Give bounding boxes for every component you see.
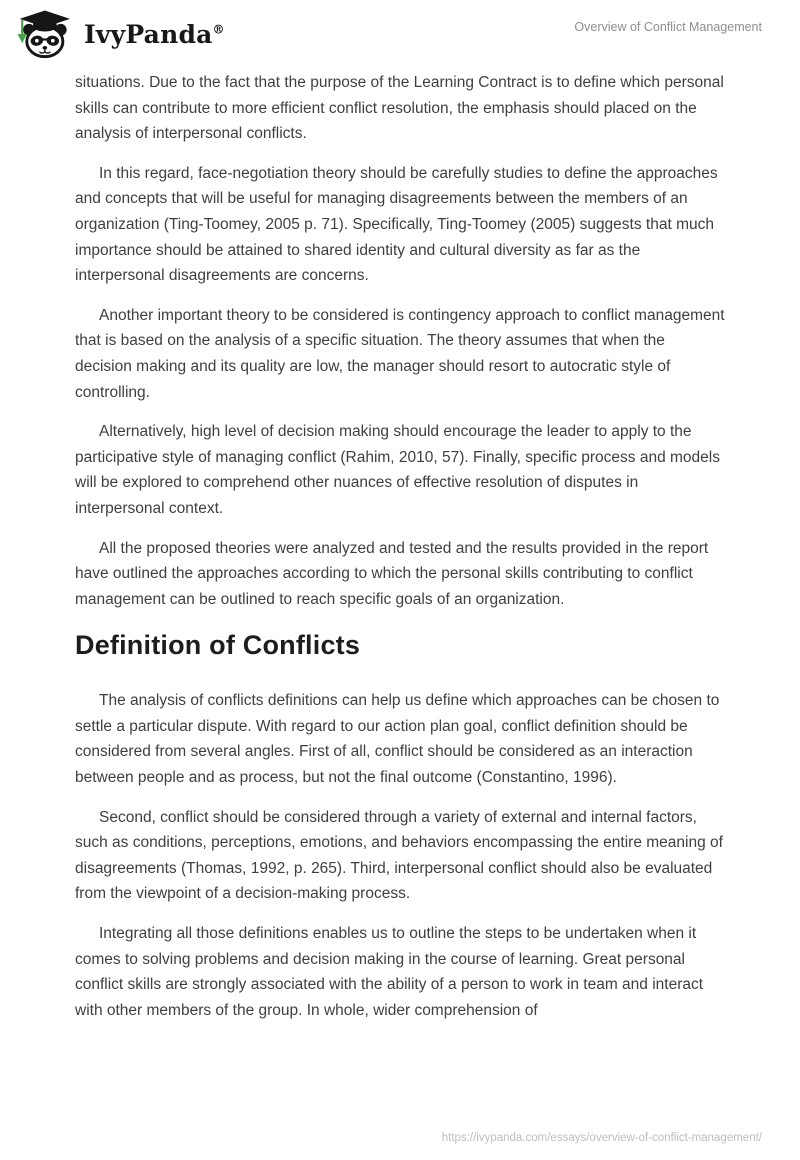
paragraph: All the proposed theories were analyzed and tested and the results provided in the report have outlined the approaches according to which the personal skills contributing to conflict management can be outlined to reach specific goals of an organization. <box>75 539 709 608</box>
registered-mark: ® <box>212 22 225 37</box>
paragraph: The analysis of conflicts definitions can help us define which approaches can be chosen to settle a particular dispute. With regard to our action plan goal, conflict definition should be considered from several angles. First of all, conflict should be considered as an interaction between people and as process, but not the final outcome (Constantino, 1996). <box>75 692 720 787</box>
brand-name <box>84 20 225 49</box>
page-footer <box>442 1132 762 1144</box>
paragraph: Another important theory to be considered is contingency approach to conflict management that is based on the analysis of a specific situation. The theory assumes that when the decision making and its quality are low, the manager should resort to autocratic style of controlling. <box>75 306 725 401</box>
paragraph: In this regard, face-negotiation theory should be carefully studies to define the approaches and concepts that will be useful for managing disagreements between the members of an organization (Ting-Toomey, 2005 p. 71). Specifically, Ting-Toomey (2005) suggests that much importance should be attained to shared identity and cultural diversity as far as the interpersonal disagreements are concerns. <box>75 164 718 285</box>
paragraph: Alternatively, high level of decision making should encourage the leader to apply to the participative style of managing conflict (Rahim, 2010, 57). Finally, specific process and models will be explored to comprehend other nuances of effective resolution of disputes in interpersonal context. <box>75 423 720 517</box>
document-content <box>75 70 725 1023</box>
paragraph: situations. Due to the fact that the purpose of the Learning Contract is to define which personal skills can contribute to more efficient conflict resolution, the emphasis should placed on the analysis of interpersonal conflicts. <box>75 74 724 143</box>
document-title: Overview of Conflict Management <box>574 20 762 34</box>
paragraph: Integrating all those definitions enables us to outline the steps to be undertaken when it comes to solving problems and decision making in the course of learning. Great personal conflict skills are strongly associated with the ability of a person to work in team and interact with other members of the group. In whole, wider comprehension of <box>75 925 704 1019</box>
brand-logo <box>14 8 225 60</box>
panda-graduate-icon <box>14 8 74 60</box>
source-url: https://ivypanda.com/essays/overview-of-conflict-management/ <box>441 1132 762 1144</box>
section-heading: Definition of Conflicts <box>75 630 361 661</box>
brand-name-text: IvyPanda <box>84 19 213 49</box>
page-header <box>0 0 800 60</box>
paragraph: Second, conflict should be considered through a variety of external and internal factors, such as conditions, perceptions, emotions, and behaviors encompassing the entire meaning of disagreements (Thomas, 1992, p. 265). Third, interpersonal conflict should also be evaluated from the viewpoint of a decision-making process. <box>75 808 723 903</box>
